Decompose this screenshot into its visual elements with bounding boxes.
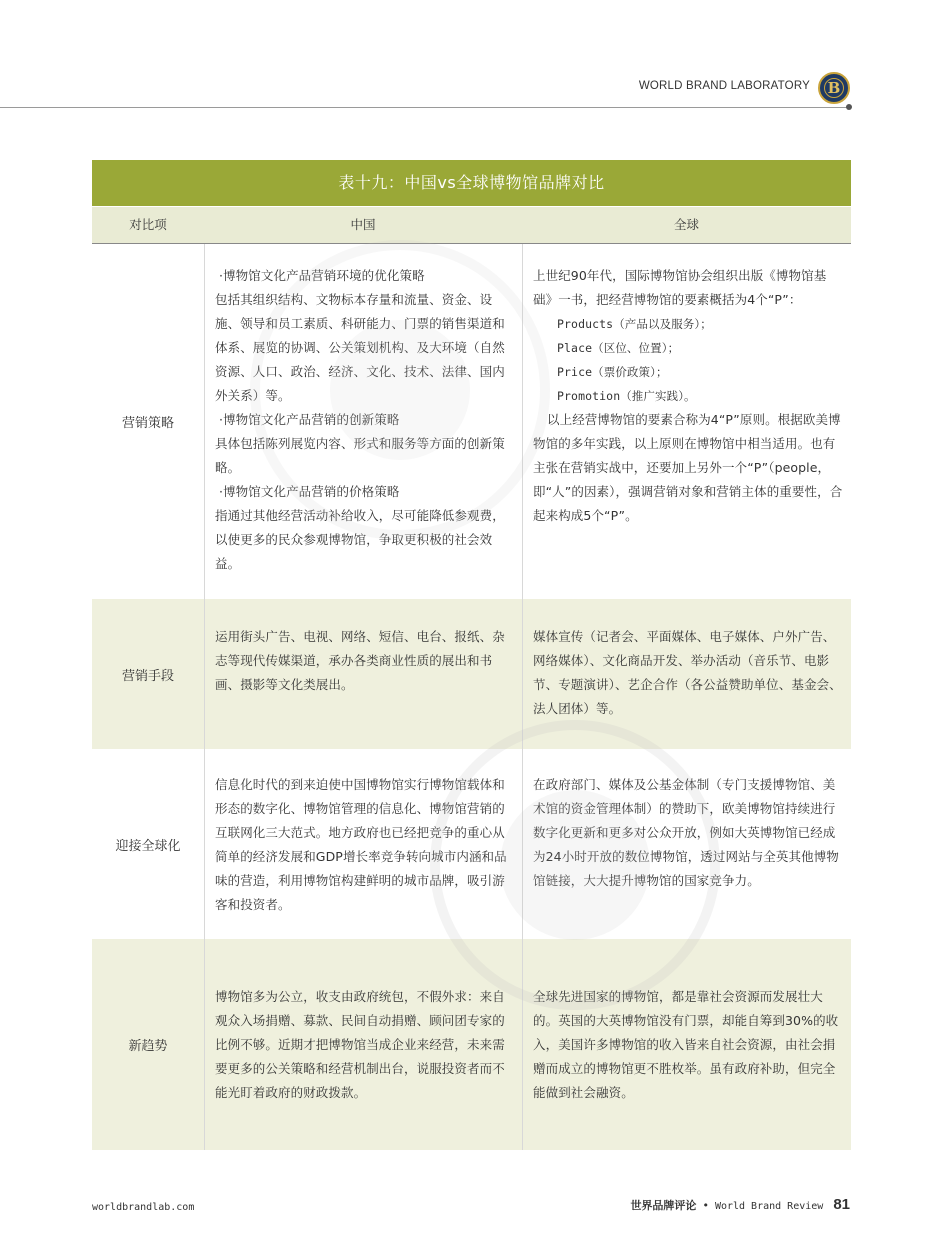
row-label: 营销手段 [121,668,174,684]
china-paragraph: 包括其组织结构、文物标本存量和流量、资金、设施、领导和员工素质、科研能力、门票的销售渠道和体系、展览的协调、公关策划机构、及大环境（自然资源、人口、政治、经济、文化、技术、法律、国内外关系）等。 [215,292,505,403]
row-label: 新趋势 [128,1039,168,1054]
world-brand-lab-logo-icon [818,72,850,104]
china-cell [204,749,522,939]
china-bullet: ·博物馆文化产品营销的价格策略 [219,484,400,499]
global-paragraph: 全球先进国家的博物馆，都是靠社会资源而发展壮大的。英国的大英博物馆没有门票，却能自筹到30%的收入，美国许多博物馆的收入皆来自社会资源，由社会捐赠而成立的博物馆更不胜枚举。虽有政府补助，但完全能做到社会融资。 [533,989,839,1100]
global-p-item: Promotion（推广实践）。 [557,389,696,403]
global-cell [522,749,851,939]
global-cell [522,599,851,749]
footer-magazine-en: World Brand Review [714,1201,824,1212]
global-cell [522,244,851,599]
logo-letter: B [827,79,841,97]
column-header-item: 对比项 [129,217,167,232]
global-cell [522,939,851,1150]
china-cell [204,599,522,749]
global-p-item: Price（票价政策）； [557,365,668,379]
global-paragraph: 媒体宣传（记者会、平面媒体、电子媒体、户外广告、网络媒体）、文化商品开发、举办活动（音乐节、电影节、专题演讲）、艺企合作（各公益赞助单位、基金会、法人团体）等。 [533,629,842,716]
row-label: 迎接全球化 [115,838,181,854]
table-header-row [92,207,851,244]
header-divider [0,107,848,108]
header-brand-text: WORLD BRAND LABORATORY [638,80,810,92]
footer-magazine-cn: 世界品牌评论 [630,1199,697,1212]
table-row-marketing-strategy [92,244,851,599]
china-paragraph: 运用街头广告、电视、网络、短信、电台、报纸、杂志等现代传媒渠道，承办各类商业性质的展出和书画、摄影等文化类展出。 [215,629,505,692]
column-header-global: 全球 [673,217,699,232]
china-bullet: ·博物馆文化产品营销环境的优化策略 [219,268,425,283]
footer-separator: • [702,1199,709,1212]
table-title: 表十九：中国vs全球博物馆品牌对比 [92,160,851,207]
china-bullet: ·博物馆文化产品营销的创新策略 [219,412,400,427]
china-cell [204,939,522,1150]
table-row-globalization [92,749,851,939]
footer-website: worldbrandlab.com [92,1202,195,1213]
china-paragraph: 具体包括陈列展览内容、形式和服务等方面的创新策略。 [215,436,505,475]
global-paragraph: 在政府部门、媒体及公基金体制（专门支援博物馆、美术馆的资金管理体制）的赞助下，欧美博物馆持续进行数字化更新和更多对公众开放，例如大英博物馆已经成为24小时开放的数位博物馆，透过网站与全英其他博物馆链接，大大提升博物馆的国家竞争力。 [533,777,839,888]
footer-publication [630,1196,850,1213]
column-header-china: 中国 [350,217,376,232]
china-paragraph: 指通过其他经营活动补给收入，尽可能降低参观费，以使更多的民众参观博物馆，争取更积极的社会效益。 [215,508,505,571]
china-paragraph: 信息化时代的到来迫使中国博物馆实行博物馆载体和形态的数字化、博物馆管理的信息化、博物馆营销的互联网化三大范式。地方政府也已经把竞争的重心从简单的经济发展和GDP增长率竞争转向城市内涵和品味的营造，利用博物馆构建鲜明的城市品牌，吸引游客和投资者。 [215,777,507,912]
global-paragraph: 上世纪90年代，国际博物馆协会组织出版《博物馆基础》一书，把经营博物馆的要素概括为4个“P”： [533,268,827,307]
table-row-marketing-means [92,599,851,749]
header-divider-dot [846,104,852,110]
page-number: 81 [833,1196,850,1213]
table-row-new-trends [92,939,851,1150]
global-paragraph: 以上经营博物馆的要素合称为4“P”原则。根据欧美博物馆的多年实践，以上原则在博物馆中相当适用。也有主张在营销实战中，还要加上另外一个“P”（people，即“人”的因素），强调营销对象和营销主体的重要性，合起来构成5个“P”。 [533,412,843,523]
global-p-item: Place（区位、位置）； [557,341,680,355]
comparison-table [92,160,851,1150]
china-paragraph: 博物馆多为公立，收支由政府统包，不假外求：来自观众入场捐赠、募款、民间自动捐赠、顾问团专家的比例不够。近期才把博物馆当成企业来经营，未来需要更多的公关策略和经营机制出台，说服投资者而不能光盯着政府的财政拨款。 [215,989,505,1100]
china-cell [204,244,522,599]
row-label: 营销策略 [121,416,174,431]
global-p-item: Products（产品以及服务）； [557,317,712,331]
